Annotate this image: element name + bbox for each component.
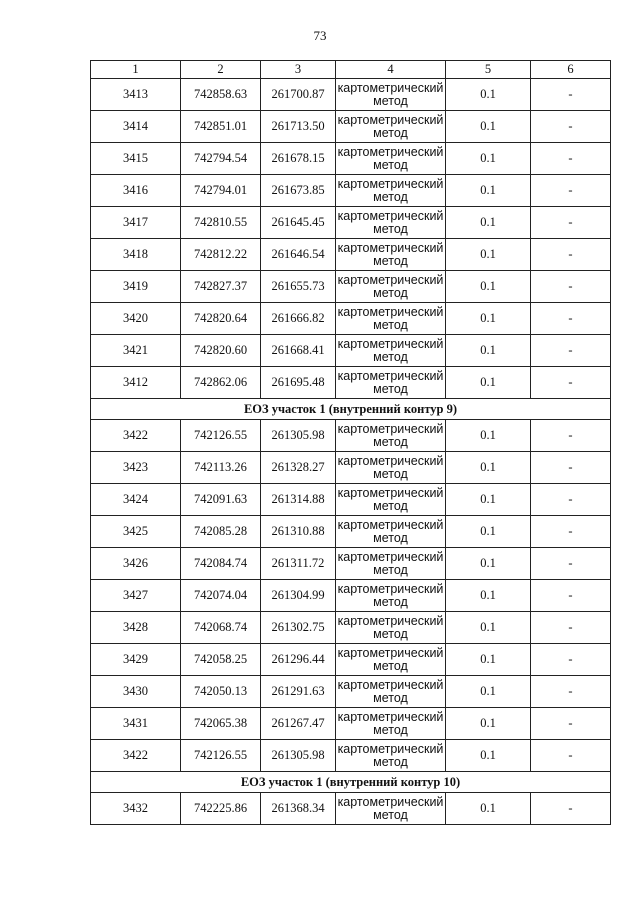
method-cell (336, 420, 446, 452)
point-id-cell: 3414 (91, 111, 181, 143)
note-cell: - (531, 79, 611, 111)
method-line-1: картометрический (337, 453, 444, 468)
point-id-cell: 3418 (91, 239, 181, 271)
note-cell: - (531, 420, 611, 452)
y-coordinate-cell: 261668.41 (261, 335, 336, 367)
y-coordinate-cell: 261314.88 (261, 484, 336, 516)
accuracy-cell: 0.1 (446, 452, 531, 484)
x-coordinate-cell: 742851.01 (181, 111, 261, 143)
method-line-1: картометрический (337, 741, 444, 756)
accuracy-cell: 0.1 (446, 143, 531, 175)
note-cell: - (531, 516, 611, 548)
note-cell: - (531, 580, 611, 612)
method-cell (336, 708, 446, 740)
method-line-2: метод (373, 594, 408, 609)
column-header: 5 (446, 61, 531, 79)
y-coordinate-cell: 261267.47 (261, 708, 336, 740)
note-cell: - (531, 676, 611, 708)
point-id-cell: 3425 (91, 516, 181, 548)
table-row (91, 420, 611, 452)
method-line-1: картометрический (337, 304, 444, 319)
point-id-cell: 3420 (91, 303, 181, 335)
method-line-1: картометрический (337, 581, 444, 596)
table-row (91, 111, 611, 143)
method-cell (336, 484, 446, 516)
table-row (91, 79, 611, 111)
method-line-2: метод (373, 498, 408, 513)
method-line-1: картометрический (337, 677, 444, 692)
method-line-1: картометрический (337, 176, 444, 191)
point-id-cell: 3413 (91, 79, 181, 111)
method-cell (336, 207, 446, 239)
method-line-1: картометрический (337, 549, 444, 564)
method-line-2: метод (373, 157, 408, 172)
method-line-2: метод (373, 253, 408, 268)
accuracy-cell: 0.1 (446, 111, 531, 143)
note-cell: - (531, 239, 611, 271)
method-line-2: метод (373, 562, 408, 577)
method-line-2: метод (373, 349, 408, 364)
accuracy-cell: 0.1 (446, 271, 531, 303)
x-coordinate-cell: 742050.13 (181, 676, 261, 708)
table-row (91, 335, 611, 367)
table-row (91, 612, 611, 644)
column-header: 1 (91, 61, 181, 79)
point-id-cell: 3428 (91, 612, 181, 644)
point-id-cell: 3427 (91, 580, 181, 612)
method-cell (336, 239, 446, 271)
y-coordinate-cell: 261328.27 (261, 452, 336, 484)
accuracy-cell: 0.1 (446, 548, 531, 580)
table-row (91, 580, 611, 612)
table-row (91, 175, 611, 207)
method-cell (336, 175, 446, 207)
x-coordinate-cell: 742794.54 (181, 143, 261, 175)
point-id-cell: 3422 (91, 740, 181, 772)
y-coordinate-cell: 261304.99 (261, 580, 336, 612)
x-coordinate-cell: 742810.55 (181, 207, 261, 239)
y-coordinate-cell: 261368.34 (261, 793, 336, 825)
note-cell: - (531, 548, 611, 580)
note-cell: - (531, 143, 611, 175)
method-line-1: картометрический (337, 645, 444, 660)
table-row (91, 548, 611, 580)
y-coordinate-cell: 261310.88 (261, 516, 336, 548)
column-header: 6 (531, 61, 611, 79)
method-cell (336, 335, 446, 367)
method-cell (336, 676, 446, 708)
table-row (91, 708, 611, 740)
method-line-2: метод (373, 221, 408, 236)
y-coordinate-cell: 261655.73 (261, 271, 336, 303)
y-coordinate-cell: 261678.15 (261, 143, 336, 175)
table-row (91, 239, 611, 271)
method-cell (336, 367, 446, 399)
note-cell: - (531, 793, 611, 825)
point-id-cell: 3424 (91, 484, 181, 516)
table-row (91, 793, 611, 825)
x-coordinate-cell: 742820.60 (181, 335, 261, 367)
note-cell: - (531, 484, 611, 516)
method-cell (336, 271, 446, 303)
accuracy-cell: 0.1 (446, 516, 531, 548)
accuracy-cell: 0.1 (446, 644, 531, 676)
point-id-cell: 3426 (91, 548, 181, 580)
note-cell: - (531, 303, 611, 335)
y-coordinate-cell: 261695.48 (261, 367, 336, 399)
x-coordinate-cell: 742068.74 (181, 612, 261, 644)
method-cell (336, 548, 446, 580)
point-id-cell: 3422 (91, 420, 181, 452)
method-line-2: метод (373, 381, 408, 396)
x-coordinate-cell: 742113.26 (181, 452, 261, 484)
y-coordinate-cell: 261646.54 (261, 239, 336, 271)
method-cell (336, 111, 446, 143)
y-coordinate-cell: 261700.87 (261, 79, 336, 111)
method-line-1: картометрический (337, 272, 444, 287)
accuracy-cell: 0.1 (446, 793, 531, 825)
table-header-row (91, 61, 611, 79)
x-coordinate-cell: 742794.01 (181, 175, 261, 207)
x-coordinate-cell: 742058.25 (181, 644, 261, 676)
table-row (91, 484, 611, 516)
note-cell: - (531, 335, 611, 367)
y-coordinate-cell: 261291.63 (261, 676, 336, 708)
method-line-1: картометрический (337, 421, 444, 436)
point-id-cell: 3417 (91, 207, 181, 239)
note-cell: - (531, 452, 611, 484)
x-coordinate-cell: 742862.06 (181, 367, 261, 399)
section-heading-row (91, 399, 611, 420)
table-row (91, 143, 611, 175)
method-line-2: метод (373, 807, 408, 822)
accuracy-cell: 0.1 (446, 580, 531, 612)
method-cell (336, 303, 446, 335)
method-line-2: метод (373, 125, 408, 140)
method-line-1: картометрический (337, 112, 444, 127)
y-coordinate-cell: 261645.45 (261, 207, 336, 239)
accuracy-cell: 0.1 (446, 612, 531, 644)
table-row (91, 676, 611, 708)
x-coordinate-cell: 742820.64 (181, 303, 261, 335)
point-id-cell: 3423 (91, 452, 181, 484)
accuracy-cell: 0.1 (446, 420, 531, 452)
method-cell (336, 516, 446, 548)
method-cell (336, 79, 446, 111)
x-coordinate-cell: 742812.22 (181, 239, 261, 271)
note-cell: - (531, 367, 611, 399)
x-coordinate-cell: 742126.55 (181, 420, 261, 452)
method-line-2: метод (373, 189, 408, 204)
x-coordinate-cell: 742091.63 (181, 484, 261, 516)
note-cell: - (531, 740, 611, 772)
method-line-1: картометрический (337, 794, 444, 809)
method-cell (336, 644, 446, 676)
x-coordinate-cell: 742074.04 (181, 580, 261, 612)
accuracy-cell: 0.1 (446, 367, 531, 399)
method-line-1: картометрический (337, 368, 444, 383)
method-cell (336, 612, 446, 644)
method-line-1: картометрический (337, 208, 444, 223)
table-row (91, 452, 611, 484)
method-line-2: метод (373, 722, 408, 737)
x-coordinate-cell: 742065.38 (181, 708, 261, 740)
accuracy-cell: 0.1 (446, 175, 531, 207)
method-line-2: метод (373, 690, 408, 705)
point-id-cell: 3429 (91, 644, 181, 676)
note-cell: - (531, 111, 611, 143)
method-line-2: метод (373, 93, 408, 108)
table-body (91, 61, 611, 825)
y-coordinate-cell: 261666.82 (261, 303, 336, 335)
y-coordinate-cell: 261296.44 (261, 644, 336, 676)
table-row (91, 740, 611, 772)
accuracy-cell: 0.1 (446, 207, 531, 239)
x-coordinate-cell: 742084.74 (181, 548, 261, 580)
table-row (91, 207, 611, 239)
method-line-2: метод (373, 754, 408, 769)
accuracy-cell: 0.1 (446, 335, 531, 367)
section-heading: ЕОЗ участок 1 (внутренний контур 9) (91, 399, 611, 420)
method-cell (336, 143, 446, 175)
note-cell: - (531, 612, 611, 644)
method-cell (336, 580, 446, 612)
accuracy-cell: 0.1 (446, 740, 531, 772)
point-id-cell: 3415 (91, 143, 181, 175)
accuracy-cell: 0.1 (446, 708, 531, 740)
column-header: 4 (336, 61, 446, 79)
table-row (91, 516, 611, 548)
section-heading-row (91, 772, 611, 793)
x-coordinate-cell: 742126.55 (181, 740, 261, 772)
y-coordinate-cell: 261305.98 (261, 420, 336, 452)
method-line-2: метод (373, 466, 408, 481)
note-cell: - (531, 708, 611, 740)
method-line-1: картометрический (337, 80, 444, 95)
table-row (91, 303, 611, 335)
point-id-cell: 3432 (91, 793, 181, 825)
method-line-2: метод (373, 285, 408, 300)
y-coordinate-cell: 261673.85 (261, 175, 336, 207)
column-header: 3 (261, 61, 336, 79)
column-header: 2 (181, 61, 261, 79)
table-row (91, 271, 611, 303)
method-line-1: картометрический (337, 336, 444, 351)
x-coordinate-cell: 742858.63 (181, 79, 261, 111)
method-line-1: картометрический (337, 144, 444, 159)
point-id-cell: 3421 (91, 335, 181, 367)
method-cell (336, 793, 446, 825)
x-coordinate-cell: 742225.86 (181, 793, 261, 825)
y-coordinate-cell: 261305.98 (261, 740, 336, 772)
method-line-1: картометрический (337, 517, 444, 532)
accuracy-cell: 0.1 (446, 303, 531, 335)
page-number: 73 (313, 28, 327, 43)
method-line-2: метод (373, 530, 408, 545)
point-id-cell: 3430 (91, 676, 181, 708)
accuracy-cell: 0.1 (446, 484, 531, 516)
accuracy-cell: 0.1 (446, 239, 531, 271)
method-line-2: метод (373, 317, 408, 332)
method-line-1: картометрический (337, 240, 444, 255)
x-coordinate-cell: 742085.28 (181, 516, 261, 548)
method-line-2: метод (373, 658, 408, 673)
note-cell: - (531, 207, 611, 239)
method-cell (336, 740, 446, 772)
method-line-1: картометрический (337, 709, 444, 724)
y-coordinate-cell: 261713.50 (261, 111, 336, 143)
table-row (91, 644, 611, 676)
section-heading: ЕОЗ участок 1 (внутренний контур 10) (91, 772, 611, 793)
method-line-2: метод (373, 434, 408, 449)
method-line-2: метод (373, 626, 408, 641)
method-line-1: картометрический (337, 613, 444, 628)
method-line-1: картометрический (337, 485, 444, 500)
table-row (91, 367, 611, 399)
coordinates-table (90, 60, 611, 825)
point-id-cell: 3419 (91, 271, 181, 303)
accuracy-cell: 0.1 (446, 79, 531, 111)
note-cell: - (531, 175, 611, 207)
x-coordinate-cell: 742827.37 (181, 271, 261, 303)
accuracy-cell: 0.1 (446, 676, 531, 708)
y-coordinate-cell: 261311.72 (261, 548, 336, 580)
point-id-cell: 3416 (91, 175, 181, 207)
note-cell: - (531, 271, 611, 303)
point-id-cell: 3412 (91, 367, 181, 399)
method-cell (336, 452, 446, 484)
note-cell: - (531, 644, 611, 676)
point-id-cell: 3431 (91, 708, 181, 740)
y-coordinate-cell: 261302.75 (261, 612, 336, 644)
